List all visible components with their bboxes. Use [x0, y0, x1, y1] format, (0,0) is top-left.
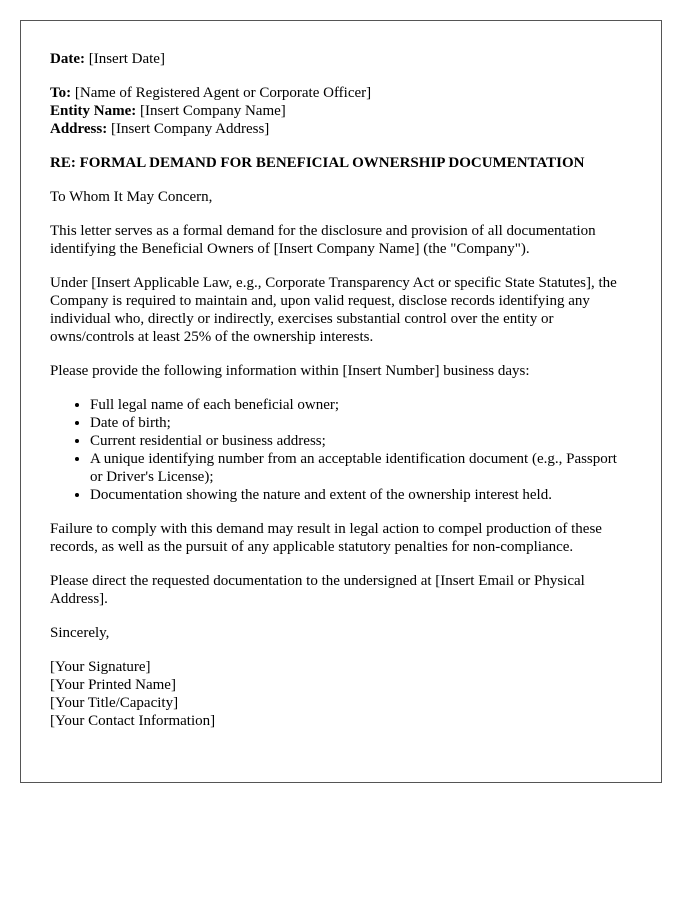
paragraph-contact: Please direct the requested documentation to the undersigned at [Insert Email or Physical Address].	[50, 573, 585, 607]
signature-block	[50, 658, 632, 730]
to-label: To:	[50, 85, 72, 101]
date-label: Date:	[50, 51, 85, 67]
address-value: [Insert Company Address]	[107, 121, 270, 137]
date-value: [Insert Date]	[84, 51, 165, 67]
subject-line: RE: FORMAL DEMAND FOR BENEFICIAL OWNERSHIP DOCUMENTATION	[50, 155, 585, 171]
date-block	[50, 50, 632, 68]
contact-info-line: [Your Contact Information]	[50, 713, 216, 729]
recipient-block	[50, 84, 632, 138]
letter-document	[20, 20, 662, 783]
signature-line: [Your Signature]	[50, 659, 151, 675]
list-item: • Date of birth;	[90, 414, 632, 432]
list-item: • Current residential or business address;	[90, 432, 632, 450]
closing: Sincerely,	[50, 625, 110, 641]
printed-name-line: [Your Printed Name]	[50, 677, 176, 693]
to-value: [Name of Registered Agent or Corporate Officer]	[71, 85, 372, 101]
paragraph-legal-basis: Under [Insert Applicable Law, e.g., Corporate Transparency Act or specific State Statutes], the Company is required to maintain and, upon valid request, disclose records identifying any individual who, directly or indirectly, exercises substantial control over the entity or owns/controls at least 25% of the ownership interests.	[50, 275, 617, 345]
title-line: [Your Title/Capacity]	[50, 695, 179, 711]
paragraph-demand: This letter serves as a formal demand for the disclosure and provision of all documentation identifying the Beneficial Owners of [Insert Company Name] (the "Company").	[50, 223, 596, 257]
list-item: • Full legal name of each beneficial owner;	[90, 396, 632, 414]
paragraph-request: Please provide the following information within [Insert Number] business days:	[50, 363, 530, 379]
list-item: • A unique identifying number from an acceptable identification document (e.g., Passport or Driver's License);	[90, 450, 632, 486]
address-label: Address:	[50, 121, 108, 137]
entity-line	[50, 102, 632, 120]
salutation: To Whom It May Concern,	[50, 189, 213, 205]
entity-value: [Insert Company Name]	[136, 103, 286, 119]
entity-label: Entity Name:	[50, 103, 137, 119]
requirements-list	[50, 396, 632, 504]
address-line	[50, 120, 632, 138]
list-item: • Documentation showing the nature and extent of the ownership interest held.	[90, 486, 632, 504]
paragraph-consequences: Failure to comply with this demand may result in legal action to compel production of these records, as well as the pursuit of any applicable statutory penalties for non-compliance.	[50, 521, 602, 555]
recipient-line	[50, 84, 632, 102]
